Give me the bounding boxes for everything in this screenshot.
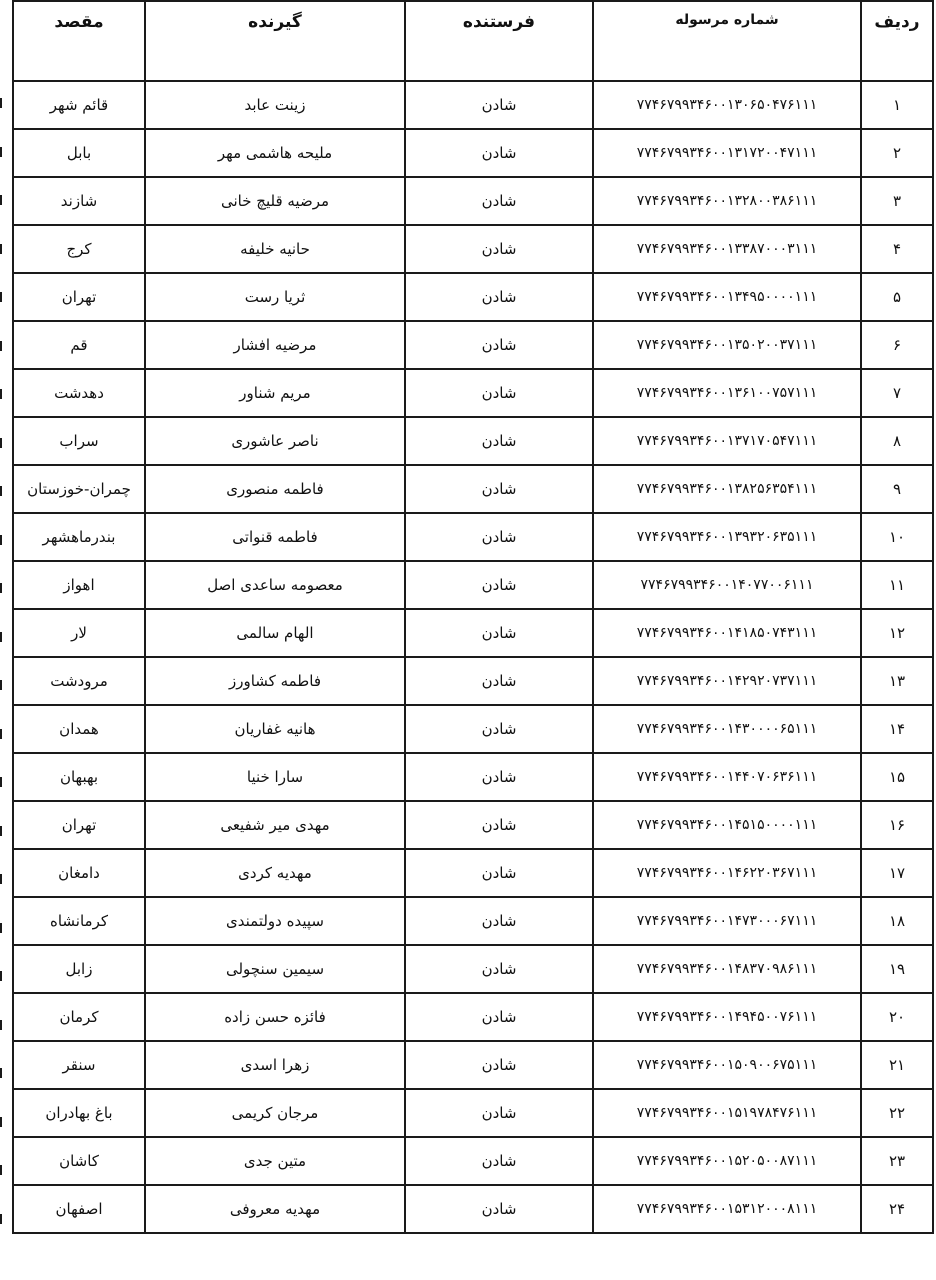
row-number-cell: ۲۱	[861, 1041, 933, 1089]
cropped-cell-edge	[0, 486, 6, 496]
tracking-number-cell: ۷۷۴۶۷۹۹۳۴۶۰۰۱۴۶۲۲۰۳۶۷۱۱۱	[593, 849, 861, 897]
row-number-cell: ۱۰	[861, 513, 933, 561]
sender-cell: شادن	[405, 945, 593, 993]
receiver-cell: سپیده دولتمندی	[145, 897, 405, 945]
table-row	[13, 1137, 933, 1185]
table-row	[13, 561, 933, 609]
tracking-number-cell: ۷۷۴۶۷۹۹۳۴۶۰۰۱۴۹۴۵۰۰۷۶۱۱۱	[593, 993, 861, 1041]
cropped-cell-edge	[0, 1020, 6, 1030]
table-row	[13, 849, 933, 897]
receiver-cell: مهدیه معروفی	[145, 1185, 405, 1233]
destination-cell: کاشان	[13, 1137, 145, 1185]
tracking-number-cell: ۷۷۴۶۷۹۹۳۴۶۰۰۱۴۵۱۵۰۰۰۰۱۱۱	[593, 801, 861, 849]
tracking-number-cell: ۷۷۴۶۷۹۹۳۴۶۰۰۱۳۸۲۵۶۳۵۴۱۱۱	[593, 465, 861, 513]
tracking-number-cell: ۷۷۴۶۷۹۹۳۴۶۰۰۱۴۴۰۷۰۶۳۶۱۱۱	[593, 753, 861, 801]
row-number-cell: ۱۶	[861, 801, 933, 849]
cropped-cell-edge	[0, 971, 6, 981]
destination-cell: کرمانشاه	[13, 897, 145, 945]
destination-cell: تهران	[13, 273, 145, 321]
table-row	[13, 1041, 933, 1089]
header-row	[13, 1, 933, 81]
table-row	[13, 897, 933, 945]
table-row	[13, 801, 933, 849]
destination-cell: قم	[13, 321, 145, 369]
table-row	[13, 177, 933, 225]
tracking-number-cell: ۷۷۴۶۷۹۹۳۴۶۰۰۱۳۷۱۷۰۵۴۷۱۱۱	[593, 417, 861, 465]
row-number-cell: ۲۴	[861, 1185, 933, 1233]
destination-cell: دهدشت	[13, 369, 145, 417]
cropped-cell-edge	[0, 535, 6, 545]
destination-cell: زابل	[13, 945, 145, 993]
row-number-cell: ۴	[861, 225, 933, 273]
receiver-cell: هانیه غفاریان	[145, 705, 405, 753]
sender-cell: شادن	[405, 993, 593, 1041]
row-number-cell: ۱۹	[861, 945, 933, 993]
sender-cell: شادن	[405, 561, 593, 609]
receiver-cell: فاطمه قنواتی	[145, 513, 405, 561]
cropped-cell-edge	[0, 195, 6, 205]
destination-cell: کرج	[13, 225, 145, 273]
tracking-number-cell: ۷۷۴۶۷۹۹۳۴۶۰۰۱۳۶۱۰۰۷۵۷۱۱۱	[593, 369, 861, 417]
tracking-number-cell: ۷۷۴۶۷۹۹۳۴۶۰۰۱۳۹۳۲۰۶۳۵۱۱۱	[593, 513, 861, 561]
tracking-number-cell: ۷۷۴۶۷۹۹۳۴۶۰۰۱۵۳۱۲۰۰۰۸۱۱۱	[593, 1185, 861, 1233]
receiver-cell: مرضیه قلیچ خانی	[145, 177, 405, 225]
receiver-cell: مریم شناور	[145, 369, 405, 417]
sender-cell: شادن	[405, 801, 593, 849]
destination-cell: مرودشت	[13, 657, 145, 705]
row-number-cell: ۱۷	[861, 849, 933, 897]
cropped-cell-edge	[0, 680, 6, 690]
row-number-cell: ۹	[861, 465, 933, 513]
table-row	[13, 993, 933, 1041]
cropped-cell-edge	[0, 1214, 6, 1224]
header-tracking-number: شماره مرسوله	[593, 1, 861, 81]
cropped-cell-edge	[0, 826, 6, 836]
row-number-cell: ۵	[861, 273, 933, 321]
tracking-number-cell: ۷۷۴۶۷۹۹۳۴۶۰۰۱۴۸۳۷۰۹۸۶۱۱۱	[593, 945, 861, 993]
sender-cell: شادن	[405, 657, 593, 705]
sender-cell: شادن	[405, 753, 593, 801]
sender-cell: شادن	[405, 417, 593, 465]
cropped-cell-edge	[0, 389, 6, 399]
cropped-cell-edge	[0, 244, 6, 254]
tracking-number-cell: ۷۷۴۶۷۹۹۳۴۶۰۰۱۴۷۳۰۰۰۶۷۱۱۱	[593, 897, 861, 945]
header-receiver: گیرنده	[145, 1, 405, 81]
tracking-number-cell: ۷۷۴۶۷۹۹۳۴۶۰۰۱۵۱۹۷۸۴۷۶۱۱۱	[593, 1089, 861, 1137]
cropped-cell-edge	[0, 341, 6, 351]
sender-cell: شادن	[405, 849, 593, 897]
shipment-table	[12, 0, 934, 1234]
sender-cell: شادن	[405, 225, 593, 273]
table-row	[13, 417, 933, 465]
table-row	[13, 81, 933, 129]
row-number-cell: ۱۲	[861, 609, 933, 657]
receiver-cell: زهرا اسدی	[145, 1041, 405, 1089]
destination-cell: شازند	[13, 177, 145, 225]
row-number-cell: ۲۰	[861, 993, 933, 1041]
table-row	[13, 465, 933, 513]
sender-cell: شادن	[405, 1185, 593, 1233]
sender-cell: شادن	[405, 1041, 593, 1089]
table-row	[13, 705, 933, 753]
cropped-cell-edge	[0, 292, 6, 302]
cropped-cell-edge	[0, 583, 6, 593]
table-row	[13, 225, 933, 273]
tracking-number-cell: ۷۷۴۶۷۹۹۳۴۶۰۰۱۳۱۷۲۰۰۴۷۱۱۱	[593, 129, 861, 177]
tracking-number-cell: ۷۷۴۶۷۹۹۳۴۶۰۰۱۵۰۹۰۰۶۷۵۱۱۱	[593, 1041, 861, 1089]
table-row	[13, 321, 933, 369]
cropped-cell-edge	[0, 147, 6, 157]
tracking-number-cell: ۷۷۴۶۷۹۹۳۴۶۰۰۱۳۴۹۵۰۰۰۰۱۱۱	[593, 273, 861, 321]
row-number-cell: ۸	[861, 417, 933, 465]
receiver-cell: معصومه ساعدی اصل	[145, 561, 405, 609]
destination-cell: اصفهان	[13, 1185, 145, 1233]
receiver-cell: مهدی میر شفیعی	[145, 801, 405, 849]
table-row	[13, 369, 933, 417]
tracking-number-cell: ۷۷۴۶۷۹۹۳۴۶۰۰۱۴۲۹۲۰۷۳۷۱۱۱	[593, 657, 861, 705]
destination-cell: قائم شهر	[13, 81, 145, 129]
header-destination: مقصد	[13, 1, 145, 81]
table-row	[13, 753, 933, 801]
receiver-cell: متین جدی	[145, 1137, 405, 1185]
cropped-cell-edge	[0, 777, 6, 787]
sender-cell: شادن	[405, 273, 593, 321]
row-number-cell: ۳	[861, 177, 933, 225]
table-row	[13, 513, 933, 561]
header-row-number: ردیف	[861, 1, 933, 81]
sender-cell: شادن	[405, 129, 593, 177]
sender-cell: شادن	[405, 465, 593, 513]
tracking-number-cell: ۷۷۴۶۷۹۹۳۴۶۰۰۱۳۰۶۵۰۴۷۶۱۱۱	[593, 81, 861, 129]
receiver-cell: ثریا رست	[145, 273, 405, 321]
receiver-cell: ملیحه هاشمی مهر	[145, 129, 405, 177]
row-number-cell: ۱۵	[861, 753, 933, 801]
row-number-cell: ۲	[861, 129, 933, 177]
cropped-cell-edge	[0, 98, 6, 108]
sender-cell: شادن	[405, 81, 593, 129]
sender-cell: شادن	[405, 1137, 593, 1185]
receiver-cell: سارا خنیا	[145, 753, 405, 801]
table-row	[13, 1089, 933, 1137]
receiver-cell: مرضیه افشار	[145, 321, 405, 369]
sender-cell: شادن	[405, 1089, 593, 1137]
sender-cell: شادن	[405, 177, 593, 225]
receiver-cell: ناصر عاشوری	[145, 417, 405, 465]
cropped-cell-edge	[0, 874, 6, 884]
receiver-cell: سیمین سنچولی	[145, 945, 405, 993]
sender-cell: شادن	[405, 321, 593, 369]
cropped-cell-edge	[0, 438, 6, 448]
destination-cell: بندرماهشهر	[13, 513, 145, 561]
receiver-cell: زینت عابد	[145, 81, 405, 129]
row-number-cell: ۱۳	[861, 657, 933, 705]
cropped-cell-edge	[0, 632, 6, 642]
destination-cell: دامغان	[13, 849, 145, 897]
row-number-cell: ۶	[861, 321, 933, 369]
destination-cell: سنقر	[13, 1041, 145, 1089]
cropped-cell-edge	[0, 1117, 6, 1127]
destination-cell: تهران	[13, 801, 145, 849]
table-row	[13, 1185, 933, 1233]
cropped-cell-edge	[0, 923, 6, 933]
cropped-cell-edge	[0, 729, 6, 739]
cropped-cell-edge	[0, 1165, 6, 1175]
row-number-cell: ۱	[861, 81, 933, 129]
cropped-column	[0, 0, 12, 1280]
sender-cell: شادن	[405, 897, 593, 945]
tracking-number-cell: ۷۷۴۶۷۹۹۳۴۶۰۰۱۳۲۸۰۰۳۸۶۱۱۱	[593, 177, 861, 225]
table-body	[13, 81, 933, 1233]
row-number-cell: ۱۴	[861, 705, 933, 753]
row-number-cell: ۱۱	[861, 561, 933, 609]
destination-cell: بهبهان	[13, 753, 145, 801]
header-sender: فرستنده	[405, 1, 593, 81]
table-row	[13, 657, 933, 705]
destination-cell: بابل	[13, 129, 145, 177]
tracking-number-cell: ۷۷۴۶۷۹۹۳۴۶۰۰۱۵۲۰۵۰۰۸۷۱۱۱	[593, 1137, 861, 1185]
cropped-cell-edge	[0, 1068, 6, 1078]
sender-cell: شادن	[405, 369, 593, 417]
receiver-cell: الهام سالمی	[145, 609, 405, 657]
table-row	[13, 945, 933, 993]
tracking-number-cell: ۷۷۴۶۷۹۹۳۴۶۰۰۱۴۰۷۷۰۰۶۱۱۱	[593, 561, 861, 609]
destination-cell: اهواز	[13, 561, 145, 609]
destination-cell: کرمان	[13, 993, 145, 1041]
destination-cell: سراب	[13, 417, 145, 465]
receiver-cell: فائزه حسن زاده	[145, 993, 405, 1041]
receiver-cell: مرجان کریمی	[145, 1089, 405, 1137]
receiver-cell: فاطمه منصوری	[145, 465, 405, 513]
tracking-number-cell: ۷۷۴۶۷۹۹۳۴۶۰۰۱۳۵۰۲۰۰۳۷۱۱۱	[593, 321, 861, 369]
destination-cell: باغ بهادران	[13, 1089, 145, 1137]
tracking-number-cell: ۷۷۴۶۷۹۹۳۴۶۰۰۱۴۳۰۰۰۰۶۵۱۱۱	[593, 705, 861, 753]
row-number-cell: ۱۸	[861, 897, 933, 945]
destination-cell: همدان	[13, 705, 145, 753]
destination-cell: چمران-خوزستان	[13, 465, 145, 513]
table-row	[13, 129, 933, 177]
sender-cell: شادن	[405, 513, 593, 561]
destination-cell: لار	[13, 609, 145, 657]
table-row	[13, 273, 933, 321]
tracking-number-cell: ۷۷۴۶۷۹۹۳۴۶۰۰۱۴۱۸۵۰۷۴۳۱۱۱	[593, 609, 861, 657]
row-number-cell: ۲۲	[861, 1089, 933, 1137]
receiver-cell: حانیه خلیفه	[145, 225, 405, 273]
row-number-cell: ۷	[861, 369, 933, 417]
row-number-cell: ۲۳	[861, 1137, 933, 1185]
table-row	[13, 609, 933, 657]
sender-cell: شادن	[405, 609, 593, 657]
sender-cell: شادن	[405, 705, 593, 753]
receiver-cell: مهدیه کردی	[145, 849, 405, 897]
tracking-number-cell: ۷۷۴۶۷۹۹۳۴۶۰۰۱۳۳۸۷۰۰۰۳۱۱۱	[593, 225, 861, 273]
receiver-cell: فاطمه کشاورز	[145, 657, 405, 705]
